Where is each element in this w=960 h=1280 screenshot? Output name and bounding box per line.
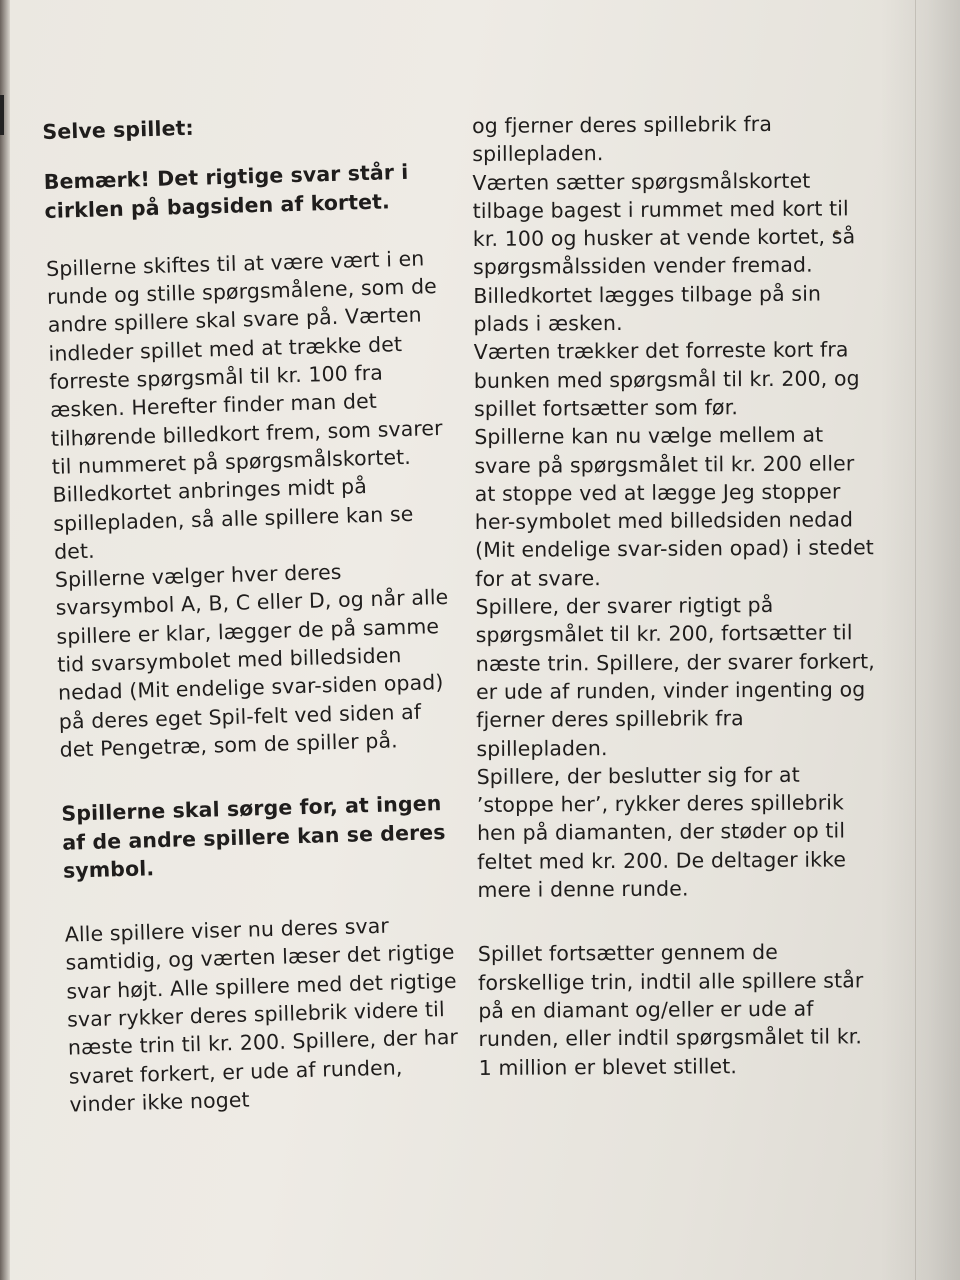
left-column [42,107,470,1119]
rules-paragraph: Spillere, der beslutter sig for at ’stoppe her’, rykker deres spillebrik hen på diamanten, der støder op til feltet med kr. 200. De deltager ikke mere i denne runde. [476,762,847,902]
rules-paragraph: Værten trækker det forreste kort fra bunken med spørgsmål til kr. 200, og spillet fortsætter som før. [473,337,860,421]
page-fold-line [915,0,916,1280]
right-column [472,109,879,1082]
page-edge-shadow [0,0,10,1280]
rules-paragraph: og fjerner deres spillebrik fra spillepladen. [472,111,773,167]
section-heading: Selve spillet: [42,115,195,144]
rules-paragraph: Spillere, der svarer rigtigt på spørgsmålet til kr. 200, fortsætter til næste trin. Spillere, der svarer forkert, er ude af runden, vinder ingenting og fjerner deres spillebrik fra spillepladen. [475,592,875,761]
rules-paragraph: Spillet fortsætter gennem de forskellige trin, indtil alle spillere står på en diamant og/eller er ude af runden, eller indtil spørgsmålet til kr. 1 million er blevet stillet. [477,940,864,1080]
rules-paragraph: Alle spillere viser nu deres svar samtidig, og værten læser det rigtige svar højt. Alle spillere med det rigtige svar rykker deres spillebrik videre til næste trin til kr. 200. Spillere, der har svaret forkert, er ude af runden, vinder ikke noget [64,913,459,1117]
page-fold-shadow [880,0,960,1280]
rules-paragraph: Spillerne vælger hver deres svarsymbol A, B, C eller D, og når alle spillere er klar, lægger de på samme tid svarsymbolet med billedsiden nedad (Mit endelige svar-siden opad) på deres eget Spil-felt ved siden af det Pengetræ, som de spiller på. [54,559,449,762]
rules-paragraph: Spillerne kan nu vælge mellem at svare på spørgsmålet til kr. 200 eller at stoppe ved at lægge Jeg stopper her-symbolet med billedsiden nedad (Mit endelige svar-siden opad) i stedet for at svare. [474,422,874,591]
rules-paragraph: Spillerne skiftes til at være vært i en runde og stille spørgsmålene, som de andre spillere skal svare på. Værten indleder spillet med at trække det forreste spørgsmål til kr. 100 fra æsken. Herefter finder man det tilhørende billedkort frem, som svarer til nummeret på spørgsmålskortet. Billedkortet anbringes midt på spillepladen, så alle spillere kan se det. [45,246,443,564]
rules-paragraph: Værten sætter spørgsmålskortet tilbage bagest i rummet med kort til kr. 100 og husker at vende kortet, så spørgsmålssiden vender fremad. Billedkortet lægges tilbage på sin plads i æsken. [472,168,856,337]
note-text: Bemærk! Det rigtige svar står i cirklen på bagsiden af kortet. [43,160,409,223]
binding-mark [0,95,4,135]
warning-text: Spillerne skal sørge for, at ingen af de andre spillere kan se deres symbol. [61,791,446,883]
